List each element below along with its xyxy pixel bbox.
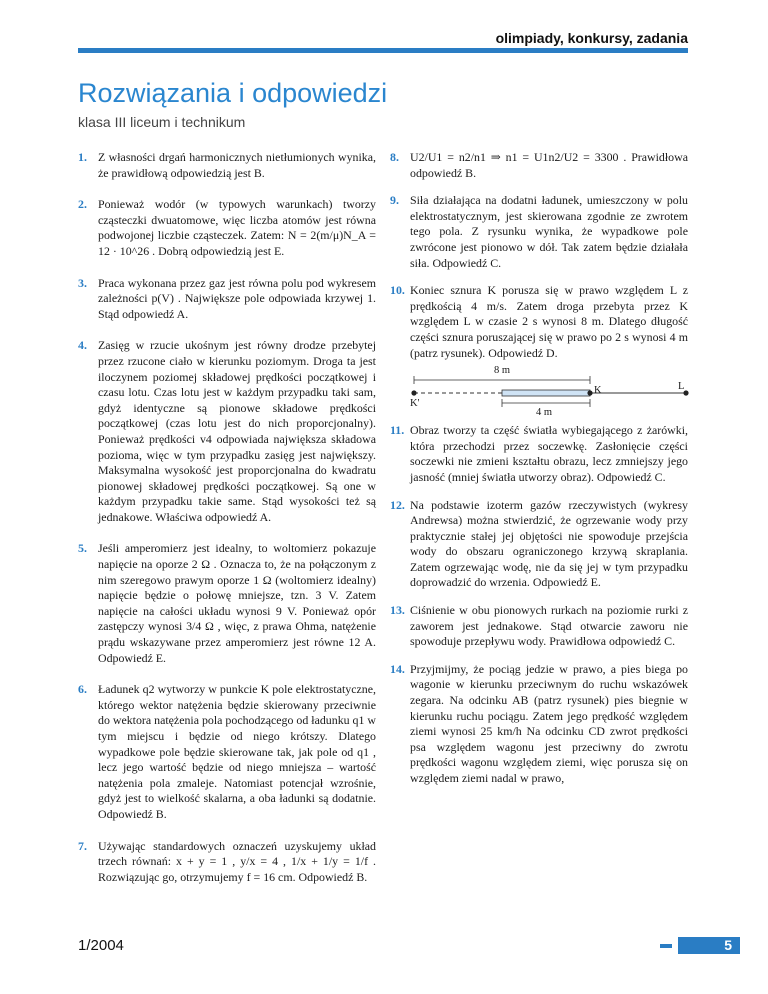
answer-text: 6. Ładunek q2 wytworzy w punkcie K pole elektrostatyczne, którego wektor natężenia będzie skierowany przeciwnie do wektora natężenia pola pochodzącego od ładunku q1 w tym miejscu i będzie od niego krótszy. Dlatego wypadkowe pole będzie skierowane tak, jak pole od q1 , lecz jego wartość będzie od niego mniejsza – wartość natężenia pola zmaleje. Natomiast potencjał wzrośnie, gdyż jest to wielkość skalarna, a oba ładunki są dodatnie. Odpowiedź B. <box>78 682 377 821</box>
answer-item <box>78 150 376 181</box>
page-title: Rozwiązania i odpowiedzi <box>78 78 388 108</box>
answer-item <box>390 662 688 787</box>
answer-item <box>78 338 376 525</box>
page-number-badge <box>678 937 740 954</box>
page-number: 5 <box>724 937 732 953</box>
left-column <box>78 150 376 885</box>
answer-number: 5. <box>78 541 87 556</box>
answer-item <box>78 839 376 886</box>
answer-number: 2. <box>78 197 87 212</box>
answer-text: 5. Jeśli amperomierz jest idealny, to woltomierz pokazuje napięcie na oporze 2 Ω . Oznacza to, że na połączonym z nim szeregowo prawym oporze 1 Ω (woltomierz idealny) napięcie będzie o połowę mniejsze, tzn. 3 V. Zatem napięcie na całości układu wynosi 9 V. Ponieważ opór zastępczy wynosi 3/4 Ω , więc, z prawa Ohma, natężenie prądu wskazywane przez amperomierz jest równe 12 A. Odpowiedź E. <box>78 541 376 665</box>
answer-number: 14. <box>390 661 405 676</box>
rope-moving-part <box>502 390 590 396</box>
answer-item <box>390 498 688 592</box>
page-subtitle: klasa III liceum i technikum <box>78 114 246 130</box>
answer-text: 9. Siła działająca na dodatni ładunek, umieszczony w polu elektrostatycznym, jest skierowana zgodnie ze zwrotem tego pola. Z rysunku wynika, że wypadkowe pole zwrócone jest pionowo w dół. Tak zatem będzie działała siła. Odpowiedź C. <box>390 193 688 270</box>
section-label: olimpiady, konkursy, zadania <box>495 30 688 46</box>
issue-number: 1/2004 <box>78 937 124 954</box>
answer-number: 4. <box>78 338 87 353</box>
header-rule <box>78 48 688 53</box>
answer-number: 13. <box>390 603 405 618</box>
answer-number: 11. <box>390 423 405 438</box>
answer-number: 9. <box>390 193 399 208</box>
label-K: K <box>594 385 602 397</box>
answer-text: 7. Używając standardowych oznaczeń uzyskujemy układ trzech równań: x + y = 1 , y/x = 4 , 1/x + 1/y = 1/f . Rozwiązując go, otrzymujemy f = 16 cm. Odpowiedź B. <box>78 838 376 884</box>
right-column <box>390 150 688 787</box>
answer-text: 1. Z własności drgań harmonicznych nietłumionych wynika, że prawidłową odpowiedzią jest B. <box>78 150 376 180</box>
answer-text: 14. Przyjmijmy, że pociąg jedzie w prawo, a pies biega po wagonie w kierunku przeciwnym do ruchu wskazówek zegara. Na odcinku AB (patrz rysunek) pies biegnie w kierunku ruchu pociągu. Zatem jego prędkość względem ziemi wynosi 25 km/h Na odcinku CD zwrot prędkości psa względem wagonu jest przeciwny do zwrotu prędkości wagonu względem ziemi, więc porusza się on względem ziemi nadal w prawo, <box>390 661 688 785</box>
answer-text: 10. Koniec sznura K porusza się w prawo względem L z prędkością 4 m/s. Zatem droga przebyta przez K względem L w czasie 2 s wynosi 8 m. Dlatego długość części sznura poruszającej się w prawo po 2 s wynosi 4 m (patrz rysunek). Odpowiedź D. <box>390 283 688 360</box>
answer-item <box>390 283 688 361</box>
answer-number: 12. <box>390 497 405 512</box>
label-4m: 4 m <box>536 407 553 419</box>
answer-text: 8. U2/U1 = n2/n1 ⇒ n1 = U1n2/U2 = 3300 . Prawidłowa odpowiedź B. <box>390 150 688 180</box>
answer-number: 3. <box>78 275 87 290</box>
answer-number: 6. <box>78 682 87 697</box>
answer-text: 13. Ciśnienie w obu pionowych rurkach na poziomie rurki z zaworem jest jednakowe. Stąd otwarcie zaworu nie spowoduje przepływu wody. Prawidłowa odpowiedź C. <box>390 603 688 649</box>
answer-number: 7. <box>78 838 87 853</box>
answer-text: 12. Na podstawie izoterm gazów rzeczywistych (wykresy Andrewsa) można stwierdzić, że ogrzewanie wody przy praktycznie stałej jej objętości nie spowoduje przejścia wody do obszaru ograniczonego krzywą skraplania. Zatem ogrzewając wodę, nie da się jej w tym przypadku doprowadzić do wrzenia. Odpowiedź E. <box>390 497 688 590</box>
answer-item <box>78 682 376 822</box>
label-8m: 8 m <box>494 365 511 377</box>
answer-text: 2. Ponieważ wodór (w typowych warunkach) tworzy cząsteczki dwuatomowe, więc liczba atomów jest równa podwojonej liczbie cząsteczek. Zatem: N = 2(m/μ)N_A = 12 · 10^26 . Dobrą odpowiedzią jest E. <box>78 197 376 258</box>
answer-item <box>390 603 688 650</box>
label-Kprime: K' <box>410 398 420 410</box>
answer-text: 3. Praca wykonana przez gaz jest równa polu pod wykresem zależności p(V) . Największe pole odpowiada krzywej 1. Stąd odpowiedź A. <box>78 275 376 321</box>
answer-number: 1. <box>78 150 87 164</box>
rope-figure <box>410 367 688 423</box>
answer-item <box>390 193 688 271</box>
point-Kprime <box>411 391 416 396</box>
answer-item <box>390 423 688 485</box>
answer-item <box>390 150 688 181</box>
answer-number: 8. <box>390 150 399 164</box>
answer-item <box>78 276 376 323</box>
answer-text: 4. Zasięg w rzucie ukośnym jest równy drodze przebytej przez rzucone ciało w kierunku poziomym. Droga ta jest iloczynem poziomej składowej prędkości początkowej i czasu lotu. Czas lotu jest w każdym przypadku taki sam, gdyż identyczne są pionowe składowe prędkości początkowej (czas lotu jest do nich proporcjonalny). Ponieważ prędkości v4 odpowiada największa składowa pozioma, więc w tym przypadku zasięg jest największy. Maksymalna wysokość jest proporcjonalna do kwadratu pionowej składowej prędkości początkowej. Są one w każdym przypadku takie same. Stąd wysokości też są jednakowe. Właściwa odpowiedź A. <box>78 338 376 524</box>
answer-item <box>78 197 376 259</box>
answer-number: 10. <box>390 283 405 298</box>
point-K <box>587 391 592 396</box>
footer-dash <box>660 944 672 948</box>
answer-text: 11. Obraz tworzy ta część światła wybiegającego z żarówki, która przechodzi przez soczewkę. Zasłonięcie części soczewki nie zmieni kształtu obrazu, lecz zmniejszy jego jasność (mniej światła utworzy obraz). Odpowiedź C. <box>390 423 688 484</box>
answer-item <box>78 541 376 666</box>
label-L: L <box>678 381 685 393</box>
